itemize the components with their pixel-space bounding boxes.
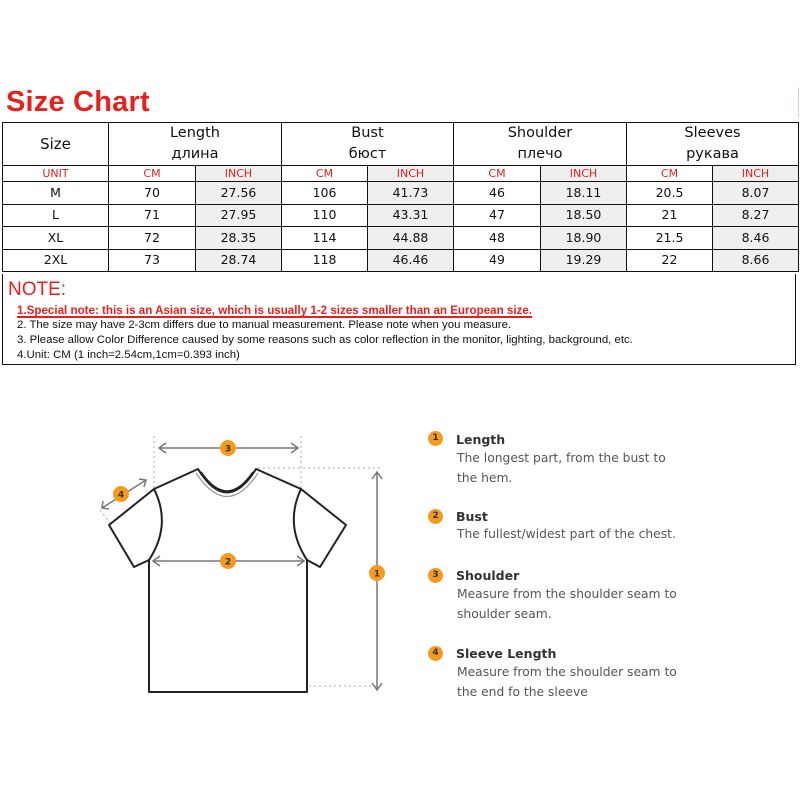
svg-text:4: 4 [117,490,125,501]
bust-inch-cell: 41.73 [368,182,454,205]
sleeve-cm-cell: 21 [627,204,713,227]
length-inch-cell: 27.95 [196,204,282,227]
number-badge-icon: 1 [428,431,443,446]
marker-2-badge [220,553,236,569]
sleeve-inch-cell: 8.07 [713,182,799,205]
unit-cm: CM [282,166,368,182]
length-cm-cell: 71 [109,204,196,227]
bust-cm-cell: 110 [282,204,368,227]
size-cell: 2XL [3,249,109,272]
number-badge-icon: 3 [428,568,443,583]
size-cell: M [3,182,109,205]
note-item: 4.Unit: CM (1 inch=2.54cm,1cm=0.393 inch) [17,349,240,361]
page-title: Size Chart [6,86,150,118]
group-header-bust: Bust бюст [282,123,454,166]
bust-inch-cell: 46.46 [368,249,454,272]
special-note: 1.Special note: this is an Asian size, which is usually 1-2 sizes smaller than an European size. [17,304,533,317]
svg-text:1: 1 [373,569,381,580]
notes-title: NOTE: [8,279,67,300]
unit-row [3,166,799,182]
table-row [3,182,799,205]
unit-inch: INCH [196,166,282,182]
group-header-length: Length длина [109,123,282,166]
table-row [3,204,799,227]
bust-cm-cell: 106 [282,182,368,205]
bust-inch-cell: 44.88 [368,227,454,250]
size-cell: XL [3,227,109,250]
sleeve-inch-cell: 8.66 [713,249,799,272]
legend-desc: Measure from the shoulder seam to the end fo the sleeve [457,665,677,699]
unit-inch: INCH [713,166,799,182]
length-inch-cell: 27.56 [196,182,282,205]
unit-label: UNIT [3,166,109,182]
legend-title: Bust [456,509,488,524]
length-inch-cell: 28.74 [196,249,282,272]
header-row [3,123,799,166]
shoulder-cm-cell: 47 [454,204,541,227]
unit-inch: INCH [541,166,627,182]
shoulder-inch-cell: 18.11 [541,182,627,205]
unit-inch: INCH [368,166,454,182]
marker-3-badge [220,440,236,456]
length-inch-cell: 28.35 [196,227,282,250]
shoulder-cm-cell: 46 [454,182,541,205]
marker-1-badge [369,565,385,581]
notes-box [2,274,796,365]
note-item: 2. The size may have 2-3cm differs due to manual measurement. Please note when you measure. [17,319,512,331]
tshirt-outline [109,469,346,692]
table-row [3,249,799,272]
shoulder-inch-cell: 18.50 [541,204,627,227]
legend-title: Shoulder [456,568,520,583]
number-badge-icon: 2 [428,509,443,524]
legend-desc: Measure from the shoulder seam to shoulder seam. [457,587,677,621]
unit-cm: CM [454,166,541,182]
size-header: Size [3,123,109,166]
sleeve-inch-cell: 8.27 [713,204,799,227]
shoulder-inch-cell: 19.29 [541,249,627,272]
bust-cm-cell: 114 [282,227,368,250]
svg-text:3: 3 [224,444,232,455]
size-cell: L [3,204,109,227]
marker-4-badge [113,486,129,502]
shoulder-cm-cell: 49 [454,249,541,272]
length-cm-cell: 73 [109,249,196,272]
tshirt-diagram [80,420,410,710]
shoulder-inch-cell: 18.90 [541,227,627,250]
sleeve-inch-cell: 8.46 [713,227,799,250]
unit-cm: CM [109,166,196,182]
legend-desc: The fullest/widest part of the chest. [457,527,676,541]
shoulder-cm-cell: 48 [454,227,541,250]
length-cm-cell: 70 [109,182,196,205]
legend-desc: The longest part, from the bust to the hem. [457,451,666,485]
bust-inch-cell: 43.31 [368,204,454,227]
sleeve-cm-cell: 20.5 [627,182,713,205]
bust-cm-cell: 118 [282,249,368,272]
size-chart-table [2,122,799,272]
length-cm-cell: 72 [109,227,196,250]
table-row [3,227,799,250]
note-item: 3. Please allow Color Difference caused by some reasons such as color reflection in the monitor, lighting, background, etc. [17,334,633,346]
number-badge-icon: 4 [428,646,443,661]
svg-text:2: 2 [224,557,232,568]
legend-title: Sleeve Length [456,646,557,661]
group-header-sleeves: Sleeves рукава [627,123,799,166]
decorative-line [798,88,799,118]
sleeve-cm-cell: 22 [627,249,713,272]
sleeve-cm-cell: 21.5 [627,227,713,250]
legend-title: Length [456,432,506,447]
group-header-shoulder: Shoulder плечо [454,123,627,166]
unit-cm: CM [627,166,713,182]
